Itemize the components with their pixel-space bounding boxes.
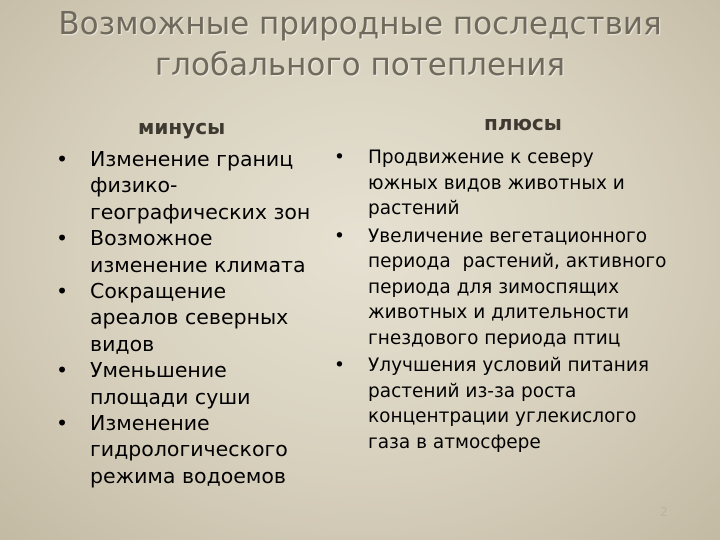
plus-item-1-line-1: Продвижение к северу	[368, 147, 594, 168]
minus-item-3-line-2: ареалов северных	[90, 305, 289, 330]
minus-item-3	[56, 278, 346, 357]
minus-item-2	[56, 225, 346, 278]
slide-title-line-2: глобального потепления	[154, 47, 566, 83]
plus-item-1	[334, 145, 720, 222]
minus-item-1	[56, 146, 346, 225]
minus-item-1-line-3: географических зон	[90, 199, 311, 224]
plus-item-3-line-2: растений из-за роста	[368, 380, 577, 402]
bullet-icon: •	[56, 279, 69, 304]
minus-item-3-line-3: видов	[90, 331, 155, 356]
plus-item-1-line-3: растений	[368, 198, 460, 219]
slide-title	[0, 4, 720, 86]
minus-item-4	[56, 357, 346, 410]
plus-item-2-line-2: периода растений, активного	[368, 251, 667, 272]
plus-column-heading: плюсы	[484, 111, 562, 135]
minus-item-2-line-2: изменение климата	[90, 252, 306, 277]
minus-item-4-line-1: Уменьшение	[90, 358, 227, 383]
plus-item-1-line-2: южных видов животных и	[368, 172, 625, 194]
bullet-icon: •	[334, 355, 345, 376]
bullet-icon: •	[56, 358, 69, 383]
plus-item-3	[334, 353, 720, 455]
plus-item-3-line-1: Улучшения условий питания	[368, 355, 649, 376]
minus-item-5-line-3: режима водоемов	[90, 463, 287, 488]
minus-item-1-line-2: физико-	[90, 173, 178, 198]
plus-item-2	[334, 224, 720, 352]
minus-item-5	[56, 410, 346, 489]
bullet-icon: •	[56, 147, 69, 171]
plus-item-2-line-5: гнездового периода птиц	[368, 327, 621, 349]
bullet-icon: •	[334, 147, 345, 168]
minus-list	[56, 146, 346, 489]
page-number: 2	[660, 505, 668, 519]
bullet-icon: •	[56, 411, 69, 436]
minus-item-2-line-1: Возможное	[90, 226, 213, 251]
plus-item-3-line-3: концентрации углекислого	[368, 406, 637, 427]
bullet-icon: •	[334, 225, 345, 247]
plus-item-2-line-1: Увеличение вегетационного	[368, 225, 648, 247]
plus-item-2-line-4: животных и длительности	[368, 302, 630, 323]
minus-item-5-line-2: гидрологического	[90, 437, 288, 462]
minus-item-4-line-2: площади суши	[90, 384, 251, 409]
minus-item-1-line-1: Изменение границ	[90, 147, 294, 171]
minus-column-heading: минусы	[138, 115, 226, 139]
minus-item-3-line-1: Сокращение	[90, 279, 227, 304]
plus-item-3-line-4: газа в атмосфере	[368, 431, 541, 453]
slide-title-line-1: Возможные природные последствия	[58, 6, 662, 42]
plus-item-2-line-3: периода для зимоспящих	[368, 276, 620, 298]
minus-item-5-line-1: Изменение	[90, 411, 210, 436]
bullet-icon: •	[56, 226, 69, 251]
plus-list	[334, 145, 720, 457]
